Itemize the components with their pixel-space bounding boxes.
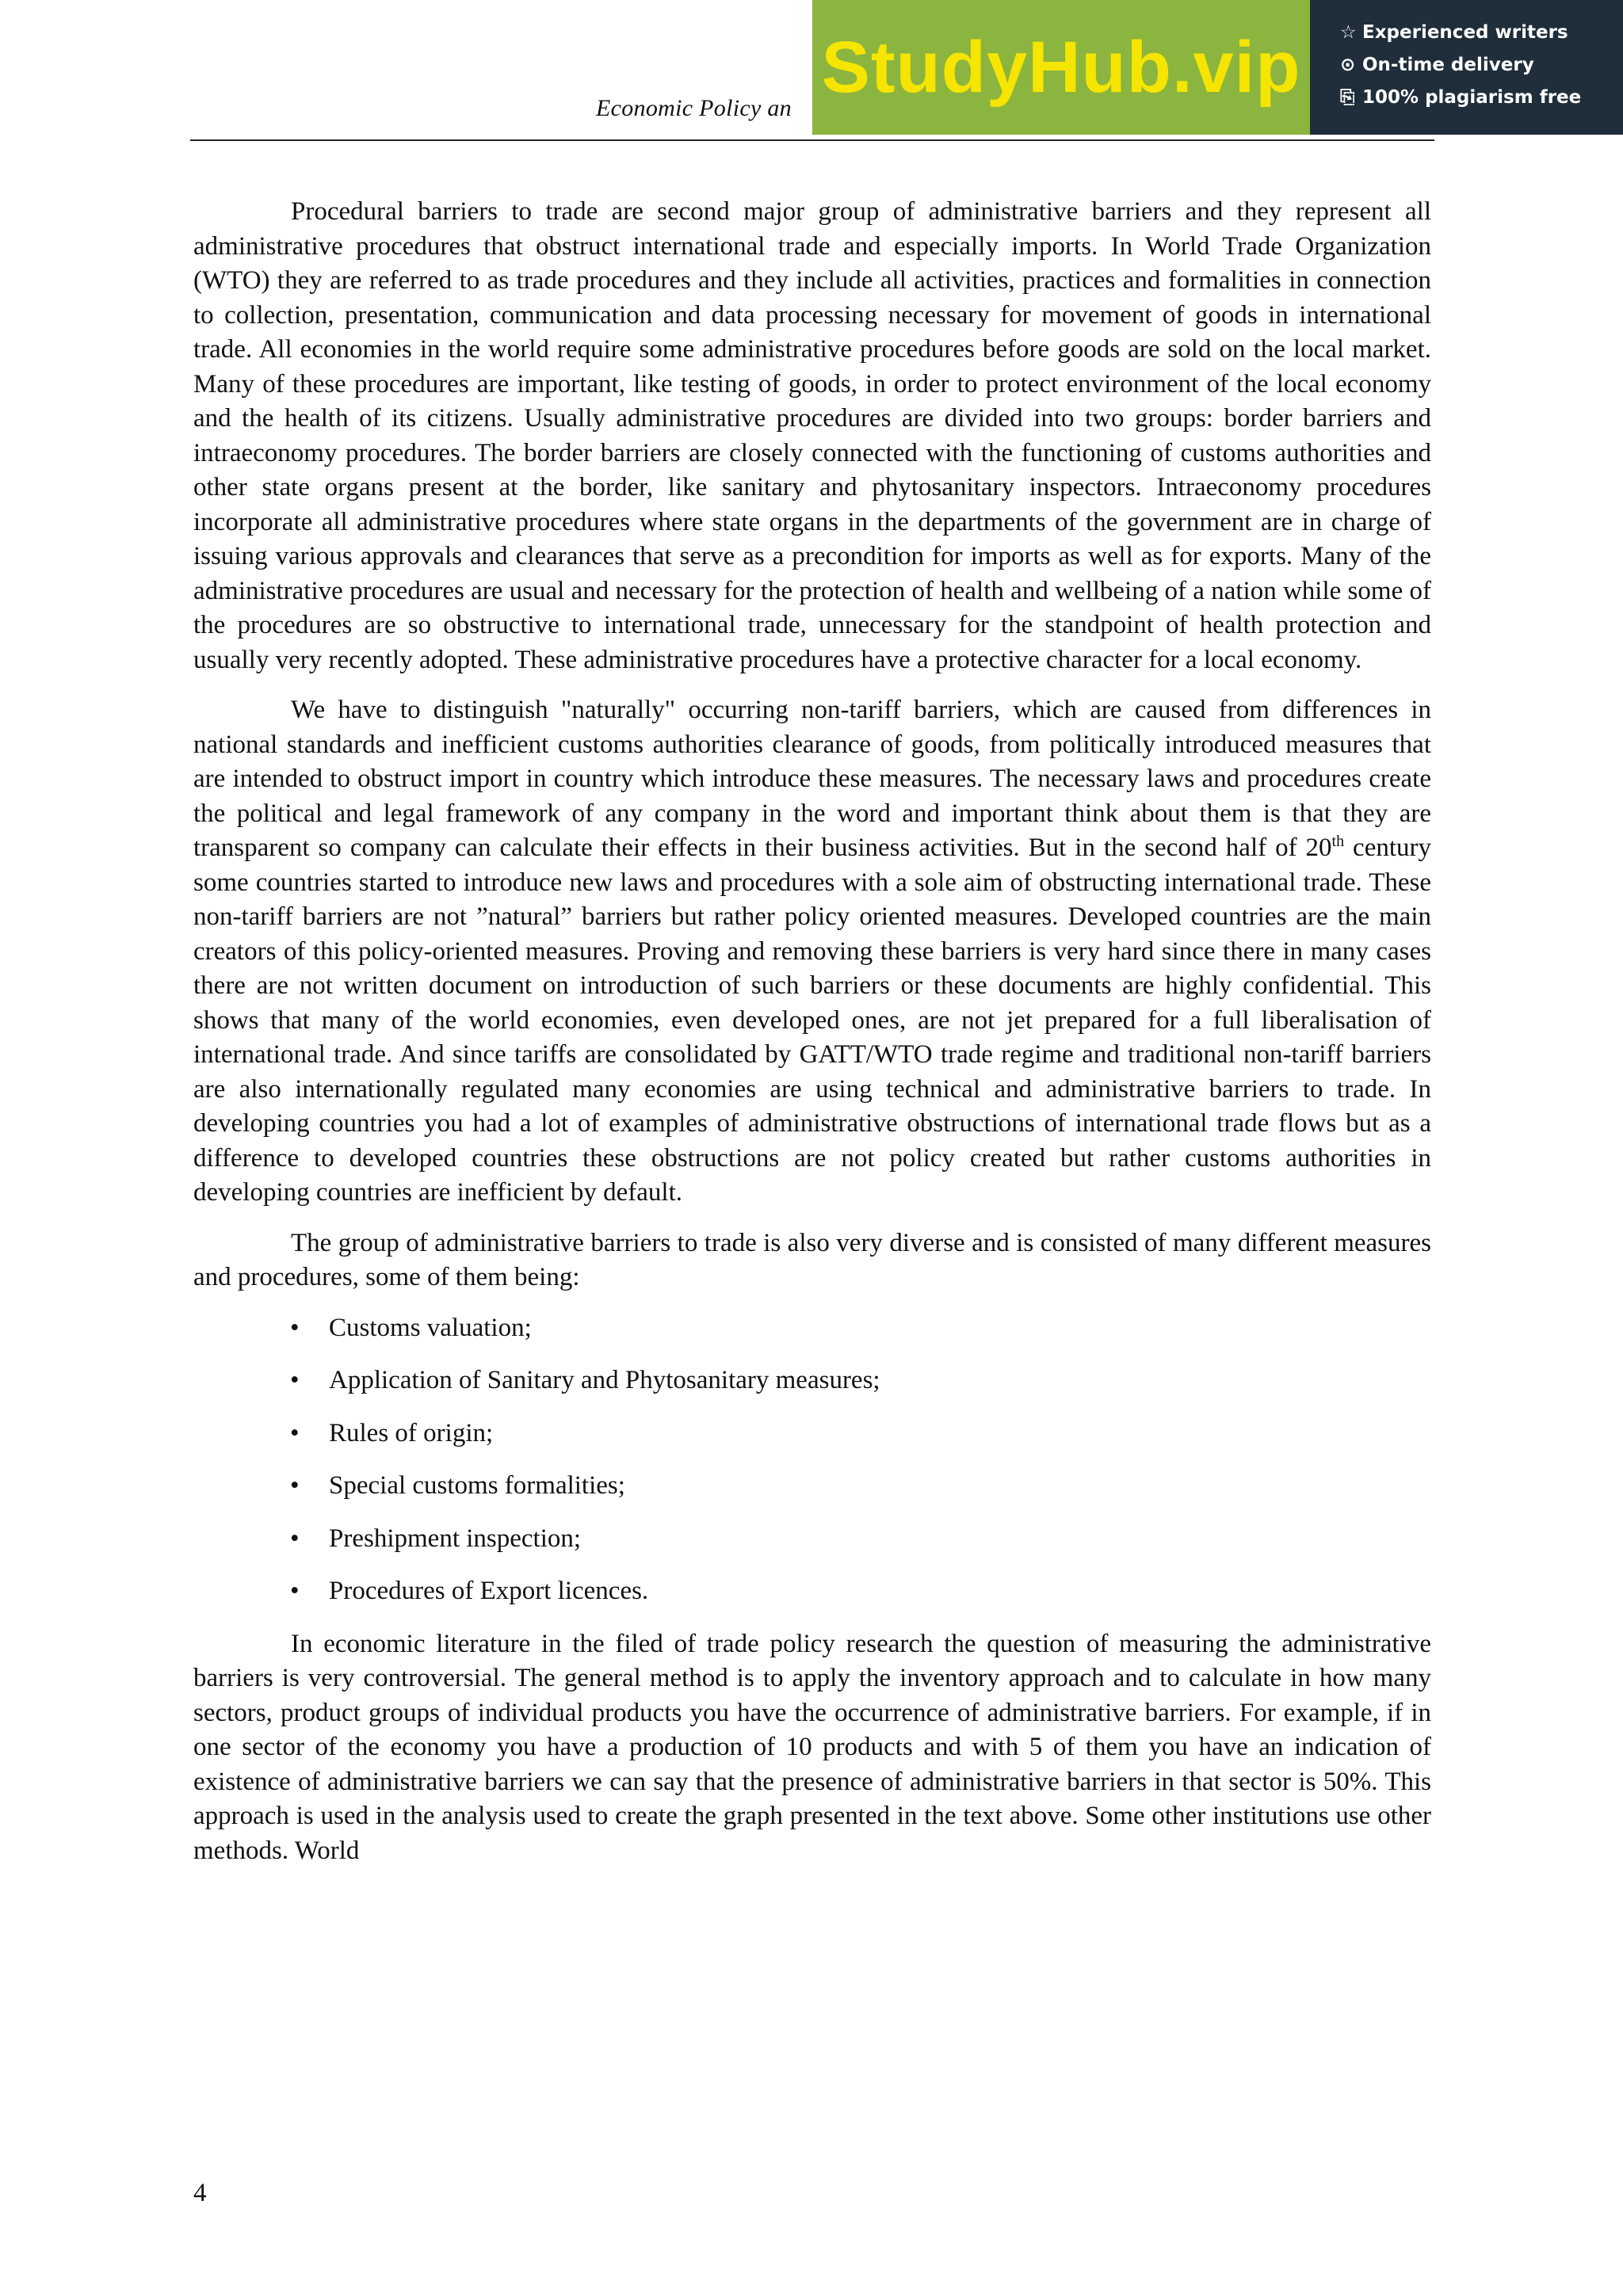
- bullet-list: [193, 1311, 1431, 1609]
- banner-feature: [1340, 55, 1623, 87]
- banner-feature-label: 100% plagiarism free: [1362, 87, 1582, 108]
- list-item: • Customs valuation;: [193, 1311, 1431, 1346]
- paragraph-text: century some countries started to introduce new laws and procedures with a sole aim of obstructing international trade. These non-tariff barriers are not ”natural” barriers but rather policy oriented measures. Developed countries are the main creators of this policy-oriented measures. Proving and removing these barriers is very hard since there in many cases there are not written document on introduction of such barriers or these documents are highly confidential. This shows that many of the world economies, even developed ones, are not jet prepared for a full liberalisation of international trade. And since tariffs are consolidated by GATT/WTO trade regime and traditional non-tariff barriers are also internationally regulated many economies are using technical and administrative barriers to trade. In developing countries you had a lot of examples of administrative obstructions of international trade flows but as a difference to developed countries these obstructions are not policy created but rather customs authorities in developing countries are inefficient by default.: [193, 833, 1432, 1207]
- star-icon: ☆: [1340, 22, 1357, 43]
- paragraph-procedural-barriers: Procedural barriers to trade are second major group of administrative barriers and they represent all administrative procedures that obstruct international trade and especially imports. In World Trade Organization (WTO) they are referred to as trade procedures and they include all activities, practices and formalities in connection to collection, presentation, communication and data processing necessary for movement of goods in international trade. All economies in the world require some administrative procedures before goods are sold on the local market. Many of these procedures are important, like testing of goods, in order to protect environment of the local economy and the health of its citizens. Usually administrative procedures are divided into two groups: border barriers and intraeconomy procedures. The border barriers are closely connected with the functioning of customs authorities and other state organs present at the border, like sanitary and phytosanitary inspectors. Intraeconomy procedures incorporate all administrative procedures where state organs in the departments of the government are in charge of issuing various approvals and clearances that serve as a precondition for imports as well as for exports. Many of the administrative procedures are usual and necessary for the protection of health and wellbeing of a nation while some of the procedures are so obstructive to international trade, unnecessary for the standpoint of health protection and usually very recently adopted. These administrative procedures have a protective character for a local economy.: [193, 197, 1431, 674]
- copy-icon: ⎘: [1340, 87, 1355, 108]
- superscript: th: [1331, 833, 1345, 850]
- running-header: Economic Policy an: [596, 95, 792, 121]
- document-body: [193, 195, 1431, 1884]
- header-rule: [190, 139, 1434, 141]
- banner-features: [1310, 0, 1623, 135]
- banner-feature: [1340, 22, 1623, 55]
- list-item: • Rules of origin;: [193, 1417, 1431, 1451]
- banner-feature-label: On-time delivery: [1362, 55, 1534, 75]
- banner-logo[interactable]: [812, 0, 1310, 135]
- clock-icon: ⊙: [1340, 55, 1356, 75]
- paragraph-natural-barriers: [193, 693, 1431, 1211]
- list-item: • Preshipment inspection;: [193, 1522, 1431, 1557]
- list-item: • Application of Sanitary and Phytosanitary measures;: [193, 1363, 1431, 1398]
- list-item: • Procedures of Export licences.: [193, 1574, 1431, 1609]
- paragraph-measuring: In economic literature in the filed of trade policy research the question of measuring the administrative barriers is very controversial. The general method is to apply the inventory approach and to calculate in how many sectors, product groups of individual products you have the occurrence of administrative barriers. For example, if in one sector of the economy you have a production of 10 products and with 5 of them you have an indication of existence of administrative barriers we can say that the presence of administrative barriers in that sector is 50%. This approach is used in the analysis used to create the graph presented in the text above. Some other institutions use other methods. World: [193, 1629, 1431, 1865]
- banner-logo-text: StudyHub.vip: [821, 26, 1301, 108]
- paragraph-diverse-measures: The group of administrative barriers to trade is also very diverse and is consisted of many different measures and procedures, some of them being:: [193, 1228, 1431, 1291]
- page-number: 4: [193, 2179, 207, 2207]
- paragraph-text: We have to distinguish "naturally" occurring non-tariff barriers, which are caused from differences in national standards and inefficient customs authorities clearance of goods, from politically introduced measures that are intended to obstruct import in country which introduce these measures. The necessary laws and procedures create the political and legal framework of any company in the word and important think about them is that they are transparent so company can calculate their effects in their business activities. But in the second half of 20: [193, 696, 1431, 862]
- banner-feature-label: Experienced writers: [1362, 22, 1568, 43]
- ad-banner[interactable]: [812, 0, 1623, 135]
- banner-feature: [1340, 87, 1623, 120]
- list-item: • Special customs formalities;: [193, 1469, 1431, 1504]
